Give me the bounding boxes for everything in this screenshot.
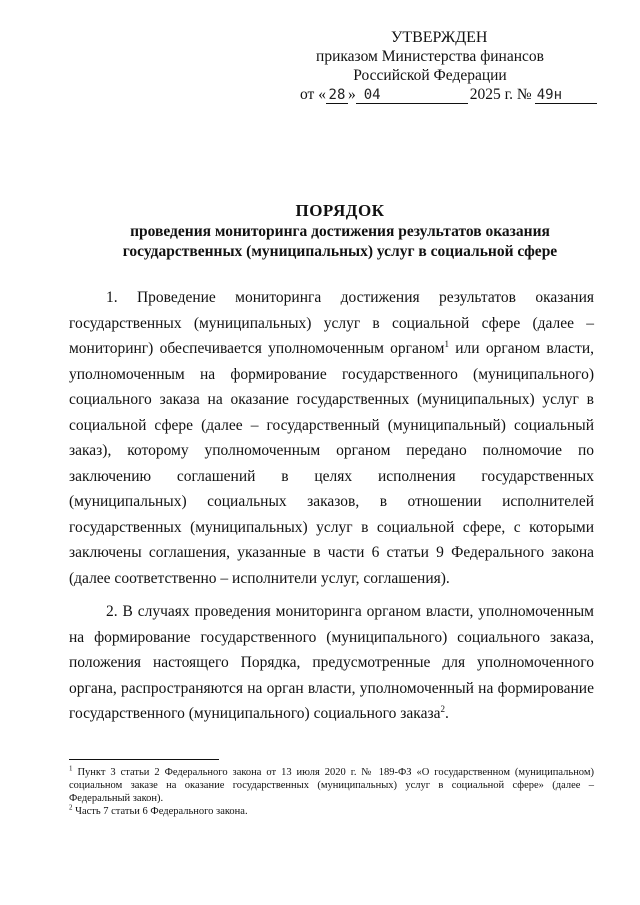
- date-year: 2025 г. №: [469, 86, 532, 103]
- order-number: 49н: [535, 88, 597, 104]
- date-month: 04: [356, 88, 468, 104]
- paragraph-2-text-a: 2. В случаях проведения мониторинга органом власти, уполномоченным на формирование государственного (муниципального) социального заказа, положения настоящего Порядка, предусмотренные для уполномоченного органа, распространяются на орган власти, уполномоченный на формирование государственного (муниципального) социального заказа: [69, 603, 594, 722]
- footnote-1-mark: 1: [69, 764, 73, 773]
- approval-block: [280, 28, 580, 104]
- footnote-ref-1: 1: [444, 338, 449, 349]
- document-title: ПОРЯДОК: [295, 201, 385, 220]
- date-mid: »: [347, 86, 356, 103]
- document-subtitle-line-1: проведения мониторинга достижения результатов оказания: [130, 223, 550, 240]
- paragraph-1: [69, 285, 594, 591]
- approval-line-2: Российской Федерации: [353, 67, 507, 84]
- document-body: [69, 285, 594, 735]
- paragraph-2: [69, 599, 594, 727]
- paragraph-2-text-b: .: [444, 705, 449, 722]
- approval-date-line: [280, 85, 580, 104]
- footnote-2-text: Часть 7 статьи 6 Федерального закона.: [72, 806, 248, 817]
- document-subtitle-line-2: государственных (муниципальных) услуг в социальной сфере: [122, 243, 558, 260]
- document-heading: [60, 200, 620, 262]
- footnote-2-mark: 2: [69, 803, 73, 812]
- approval-title: УТВЕРЖДЕН: [391, 29, 488, 46]
- footnote-1-text: Пункт 3 статьи 2 Федерального закона от 13 июля 2020 г. № 189-ФЗ «О государственном (муниципальном) социальном заказе на оказание государственных (муниципальных) услуг в социальной сфере» (далее – Федеральный закон).: [69, 767, 594, 804]
- footnotes: [69, 766, 594, 818]
- footnote-1: [69, 766, 594, 805]
- paragraph-1-text-a: 1. Проведение мониторинга достижения результатов оказания государственных (муниципальных) услуг в социальной сфере (далее – мониторинг) обеспечивается уполномоченным органом: [69, 289, 594, 357]
- footnote-divider: [69, 759, 219, 760]
- footnote-2: [69, 805, 594, 818]
- paragraph-1-text-b: или органом власти, уполномоченным на формирование государственного (муниципального) социального заказа на оказание государственных (муниципальных) услуг в социальной сфере (далее – государственный (муниципальный) социальный заказ), которому уполномоченным органом передано полномочие по заключению соглашений в целях исполнения государственных (муниципальных) социальных заказов, в отношении исполнителей государственных (муниципальных) услуг в социальной сфере, с которыми заключены соглашения, указанные в части 6 статьи 9 Федерального закона (далее соответственно – исполнители услуг, соглашения).: [69, 340, 594, 587]
- date-prefix: от «: [300, 86, 326, 103]
- footnote-ref-2: 2: [440, 703, 445, 714]
- date-day: 28: [326, 88, 348, 104]
- approval-line-1: приказом Министерства финансов: [316, 48, 544, 65]
